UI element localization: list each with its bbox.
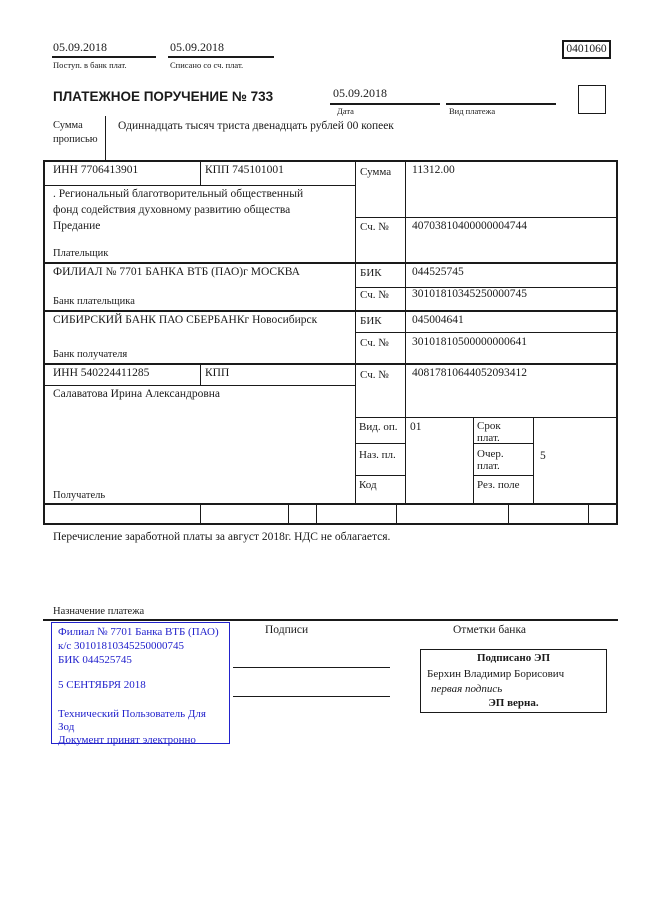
bank-stamp-line7: Документ принят электронно xyxy=(58,734,196,746)
amount-words-label-1: Сумма xyxy=(53,120,83,131)
table-border-right xyxy=(616,160,618,525)
signature-line xyxy=(233,667,390,668)
date-debited-label: Списано со сч. плат. xyxy=(170,60,244,70)
date-received-label: Поступ. в банк плат. xyxy=(53,60,127,70)
table-line-payer-bank xyxy=(43,310,618,312)
sum-value: 11312.00 xyxy=(412,164,455,176)
table-border-top xyxy=(43,160,618,162)
date-debited-value: 05.09.2018 xyxy=(170,40,224,54)
payee-bank-account: 30101810500000000641 xyxy=(412,336,527,348)
purpose-label: Назначение платежа xyxy=(53,606,145,617)
amount-words-divider xyxy=(105,116,106,160)
payee-bank-section-label: Банк получателя xyxy=(53,349,128,360)
extra-field-divider xyxy=(588,503,589,523)
payer-bank-bik: 044525745 xyxy=(412,266,464,278)
op-table-divider xyxy=(473,417,474,503)
payment-type-box xyxy=(578,85,606,114)
bank-stamp-box xyxy=(51,622,230,744)
payee-name: Салаватова Ирина Александровна xyxy=(53,388,221,400)
purpose-text: Перечисление заработной платы за август 2018г. НДС не облагается. xyxy=(53,531,391,543)
sum-label: Сумма xyxy=(360,166,392,178)
due-date-label-1: Срок xyxy=(477,420,501,432)
op-type-value: 01 xyxy=(410,421,422,433)
amount-words-label-2: прописью xyxy=(53,134,98,145)
table-divider-values xyxy=(405,160,406,503)
table-border-left xyxy=(43,160,45,525)
amount-words-value: Одиннадцать тысяч триста двенадцать рублей 00 копеек xyxy=(118,120,394,132)
bank-stamp-line6: Зод xyxy=(58,721,75,733)
payer-account-label: Сч. № xyxy=(360,221,389,233)
signature-line xyxy=(233,696,390,697)
payer-kpp: КПП 745101001 xyxy=(205,164,284,176)
table-line xyxy=(355,332,618,333)
signatures-label: Подписи xyxy=(265,624,309,636)
op-type-label: Вид. оп. xyxy=(359,421,398,433)
ep-stamp-subtitle: первая подпись xyxy=(431,683,503,695)
priority-label-1: Очер. xyxy=(477,448,504,460)
payer-bank-section-label: Банк плательщика xyxy=(53,296,135,307)
due-date-label-2: плат. xyxy=(477,432,500,444)
inn-kpp-divider xyxy=(200,160,201,185)
bank-stamp-line5: Технический Пользователь Для xyxy=(58,708,206,720)
form-code: 0401060 xyxy=(566,43,607,55)
table-line xyxy=(355,417,618,418)
code-label: Код xyxy=(359,479,377,491)
table-line xyxy=(355,217,618,218)
bank-stamp-line1: Филиал № 7701 Банка ВТБ (ПАО) xyxy=(58,626,219,638)
payment-type-underline xyxy=(446,103,556,105)
ep-stamp-title: Подписано ЭП xyxy=(476,652,551,664)
date-received-underline xyxy=(52,56,156,58)
payer-section-label: Плательщик xyxy=(53,248,109,259)
priority-value: 5 xyxy=(540,450,546,462)
bank-stamp-line3: БИК 044525745 xyxy=(58,654,132,666)
table-line xyxy=(473,475,533,476)
payer-name-line2: фонд содействия духовному развитию общества xyxy=(53,204,291,216)
payee-account: 40817810644052093412 xyxy=(412,367,527,379)
payer-bank-account-label: Сч. № xyxy=(360,289,389,301)
payee-bank-bik: 045004641 xyxy=(412,314,464,326)
payment-type-label: Вид платежа xyxy=(449,106,496,116)
inn-kpp-divider xyxy=(200,363,201,385)
form-code-box xyxy=(562,40,611,59)
extra-field-divider xyxy=(508,503,509,523)
payee-section-label: Получатель xyxy=(53,490,106,501)
table-border-bottom xyxy=(43,523,618,525)
table-line-payee xyxy=(43,503,618,505)
table-line xyxy=(43,385,355,386)
extra-field-divider xyxy=(200,503,201,523)
bank-marks-label: Отметки банка xyxy=(453,624,526,636)
op-table-divider xyxy=(533,417,534,503)
bank-stamp-line2: к/с 30101810345250000745 xyxy=(58,640,185,652)
ep-stamp-signer-name: Берхин Владимир Борисович xyxy=(427,668,565,680)
payer-account: 40703810400000004744 xyxy=(412,220,527,232)
document-date-label: Дата xyxy=(337,106,354,116)
payer-bank-account: 30101810345250000745 xyxy=(412,288,527,300)
payee-bank-bik-label: БИК xyxy=(360,315,382,327)
table-line-payer xyxy=(43,262,618,264)
electronic-signature-stamp xyxy=(420,649,607,713)
table-line xyxy=(355,475,405,476)
payee-bank-account-label: Сч. № xyxy=(360,337,389,349)
extra-field-divider xyxy=(288,503,289,523)
date-received-value: 05.09.2018 xyxy=(53,40,107,54)
extra-field-divider xyxy=(396,503,397,523)
purpose-code-label: Наз. пл. xyxy=(359,449,396,461)
bank-stamp-line4: 5 СЕНТЯБРЯ 2018 xyxy=(58,679,146,691)
payer-bank-bik-label: БИК xyxy=(360,267,382,279)
ep-stamp-verified: ЭП верна. xyxy=(488,697,539,709)
table-line xyxy=(355,443,405,444)
payer-bank-name: ФИЛИАЛ № 7701 БАНКА ВТБ (ПАО)г МОСКВА xyxy=(53,266,300,278)
priority-label-2: плат. xyxy=(477,460,500,472)
payer-inn: ИНН 7706413901 xyxy=(53,164,139,176)
document-date-value: 05.09.2018 xyxy=(333,86,387,100)
table-line-payee-bank xyxy=(43,363,618,365)
payee-kpp-label: КПП xyxy=(205,367,230,379)
document-date-underline xyxy=(330,103,440,105)
reserve-field-label: Рез. поле xyxy=(477,479,520,491)
document-title: ПЛАТЕЖНОЕ ПОРУЧЕНИЕ № 733 xyxy=(53,89,274,104)
extra-field-divider xyxy=(316,503,317,523)
payee-bank-name: СИБИРСКИЙ БАНК ПАО СБЕРБАНКг Новосибирск xyxy=(53,314,318,326)
purpose-underline xyxy=(43,619,618,621)
date-debited-underline xyxy=(168,56,274,58)
payer-name-line3: Предание xyxy=(53,220,101,232)
table-divider-labels xyxy=(355,160,356,503)
table-line xyxy=(43,185,355,186)
payer-name-line1: . Региональный благотворительный общественный xyxy=(53,188,304,200)
payee-inn: ИНН 540224411285 xyxy=(53,367,150,379)
payee-account-label: Сч. № xyxy=(360,369,389,381)
